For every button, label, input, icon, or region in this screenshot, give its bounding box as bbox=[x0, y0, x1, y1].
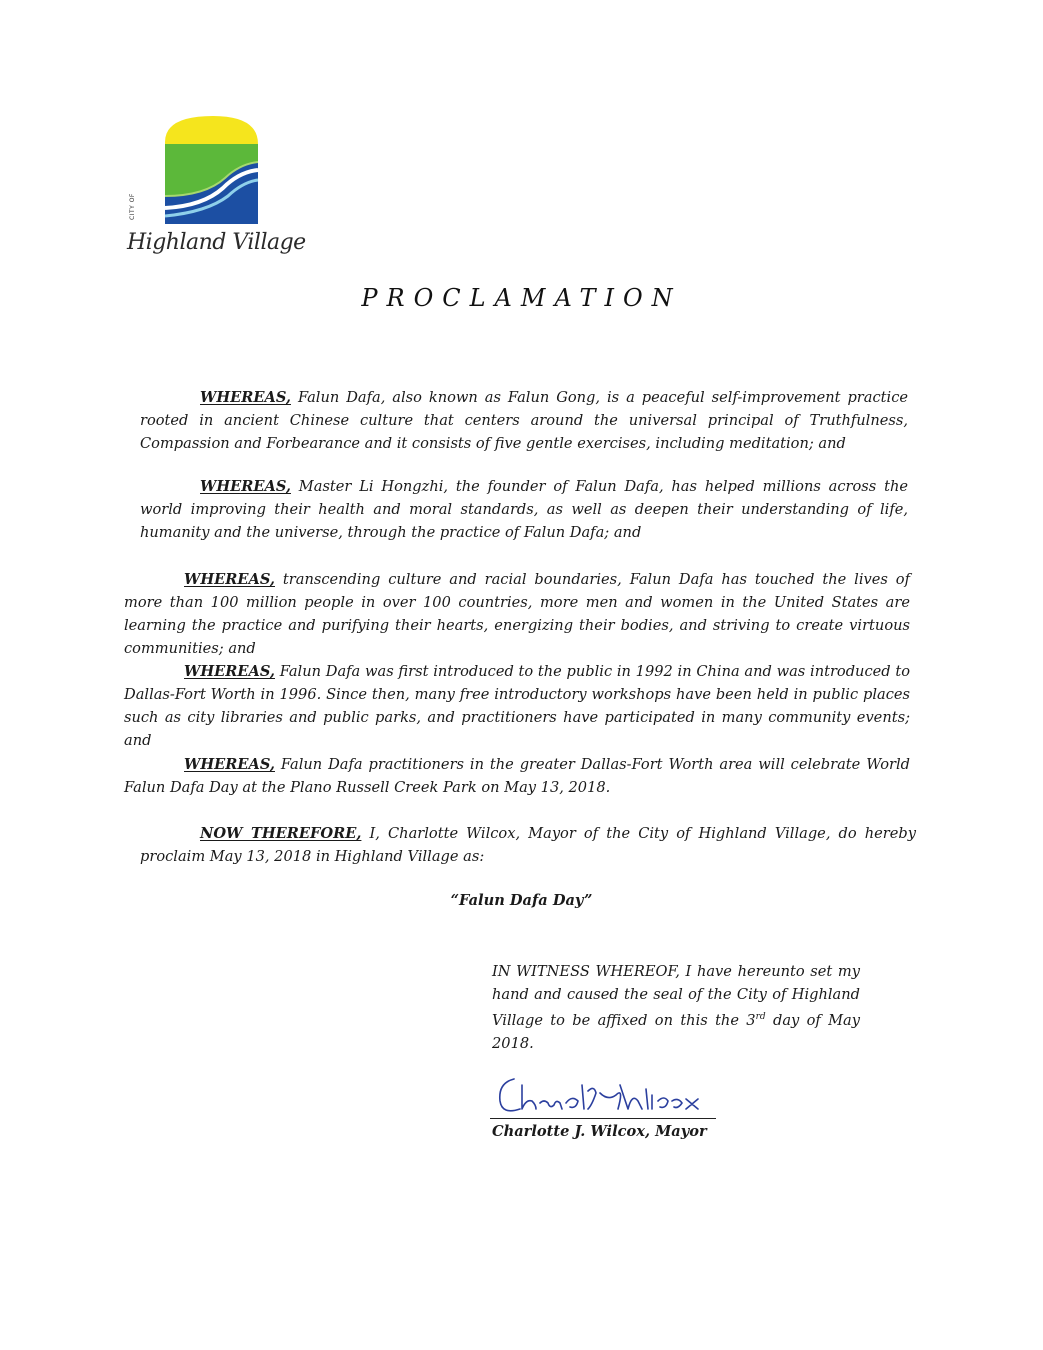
paragraph-lead: WHEREAS, bbox=[184, 663, 275, 680]
paragraph-lead: WHEREAS, bbox=[200, 478, 291, 495]
document-title: PROCLAMATION bbox=[361, 284, 682, 312]
witness-statement bbox=[492, 960, 860, 1055]
city-logo bbox=[125, 112, 306, 272]
paragraph-lead: WHEREAS, bbox=[184, 571, 275, 588]
logo-city-name: Highland Village bbox=[127, 230, 306, 255]
whereas-paragraph-5 bbox=[124, 753, 910, 799]
paragraph-text: Falun Dafa was first introduced to the public in 1992 in China and was introduced to Dallas-Fort Worth in 1996. Since then, many free introductory workshops have been held in public places such as city libraries and public parks, and practitioners have participated in many community events; and bbox=[124, 663, 910, 749]
paragraph-text: Falun Dafa practitioners in the greater Dallas-Fort Worth area will celebrate World Falun Dafa Day at the Plano Russell Creek Park on May 13, 2018. bbox=[124, 756, 910, 796]
paragraph-text: transcending culture and racial boundaries, Falun Dafa has touched the lives of more than 100 million people in over 100 countries, more men and women in the United States are learning the practice and purifying their hearts, energizing their bodies, and striving to create virtuous communities; and bbox=[124, 571, 910, 657]
witness-text-before: IN WITNESS WHEREOF, I have hereunto set my hand and caused the seal of the City of Highland Village to be affixed on this the 3 bbox=[492, 963, 860, 1029]
witness-text-after: day of May 2018. bbox=[492, 1011, 860, 1052]
signature-line bbox=[490, 1118, 716, 1119]
now-therefore-paragraph bbox=[140, 822, 916, 868]
handwritten-signature bbox=[492, 1065, 718, 1121]
whereas-paragraph-2 bbox=[140, 475, 908, 544]
signer-name: Charlotte J. Wilcox, Mayor bbox=[492, 1123, 707, 1140]
logo-city-of-text: CITY OF bbox=[129, 193, 136, 220]
paragraph-text: Falun Dafa, also known as Falun Gong, is a peaceful self-improvement practice rooted in ancient Chinese culture that centers around the universal principal of Truthfulness, Compassion and Forbearance and it consists of five gentle exercises, including meditation; and bbox=[140, 389, 908, 452]
paragraph-lead: WHEREAS, bbox=[184, 756, 275, 773]
proclaimed-day-name: “Falun Dafa Day” bbox=[450, 892, 593, 909]
paragraph-lead: WHEREAS, bbox=[200, 389, 291, 406]
paragraph-text: I, Charlotte Wilcox, Mayor of the City of Highland Village, do hereby proclaim May 13, 2018 in Highland Village as: bbox=[140, 825, 917, 865]
paragraph-lead: NOW THEREFORE, bbox=[200, 825, 362, 842]
whereas-paragraph-3 bbox=[124, 568, 910, 660]
whereas-paragraph-4 bbox=[124, 660, 910, 752]
witness-ordinal-suffix: rd bbox=[755, 1012, 766, 1022]
paragraph-text: Master Li Hongzhi, the founder of Falun Dafa, has helped millions across the world improving their health and moral standards, as well as deepen their understanding of life, humanity and the universe, through the practice of Falun Dafa; and bbox=[140, 478, 908, 541]
city-logo-icon bbox=[125, 112, 300, 232]
whereas-paragraph-1 bbox=[140, 386, 908, 455]
